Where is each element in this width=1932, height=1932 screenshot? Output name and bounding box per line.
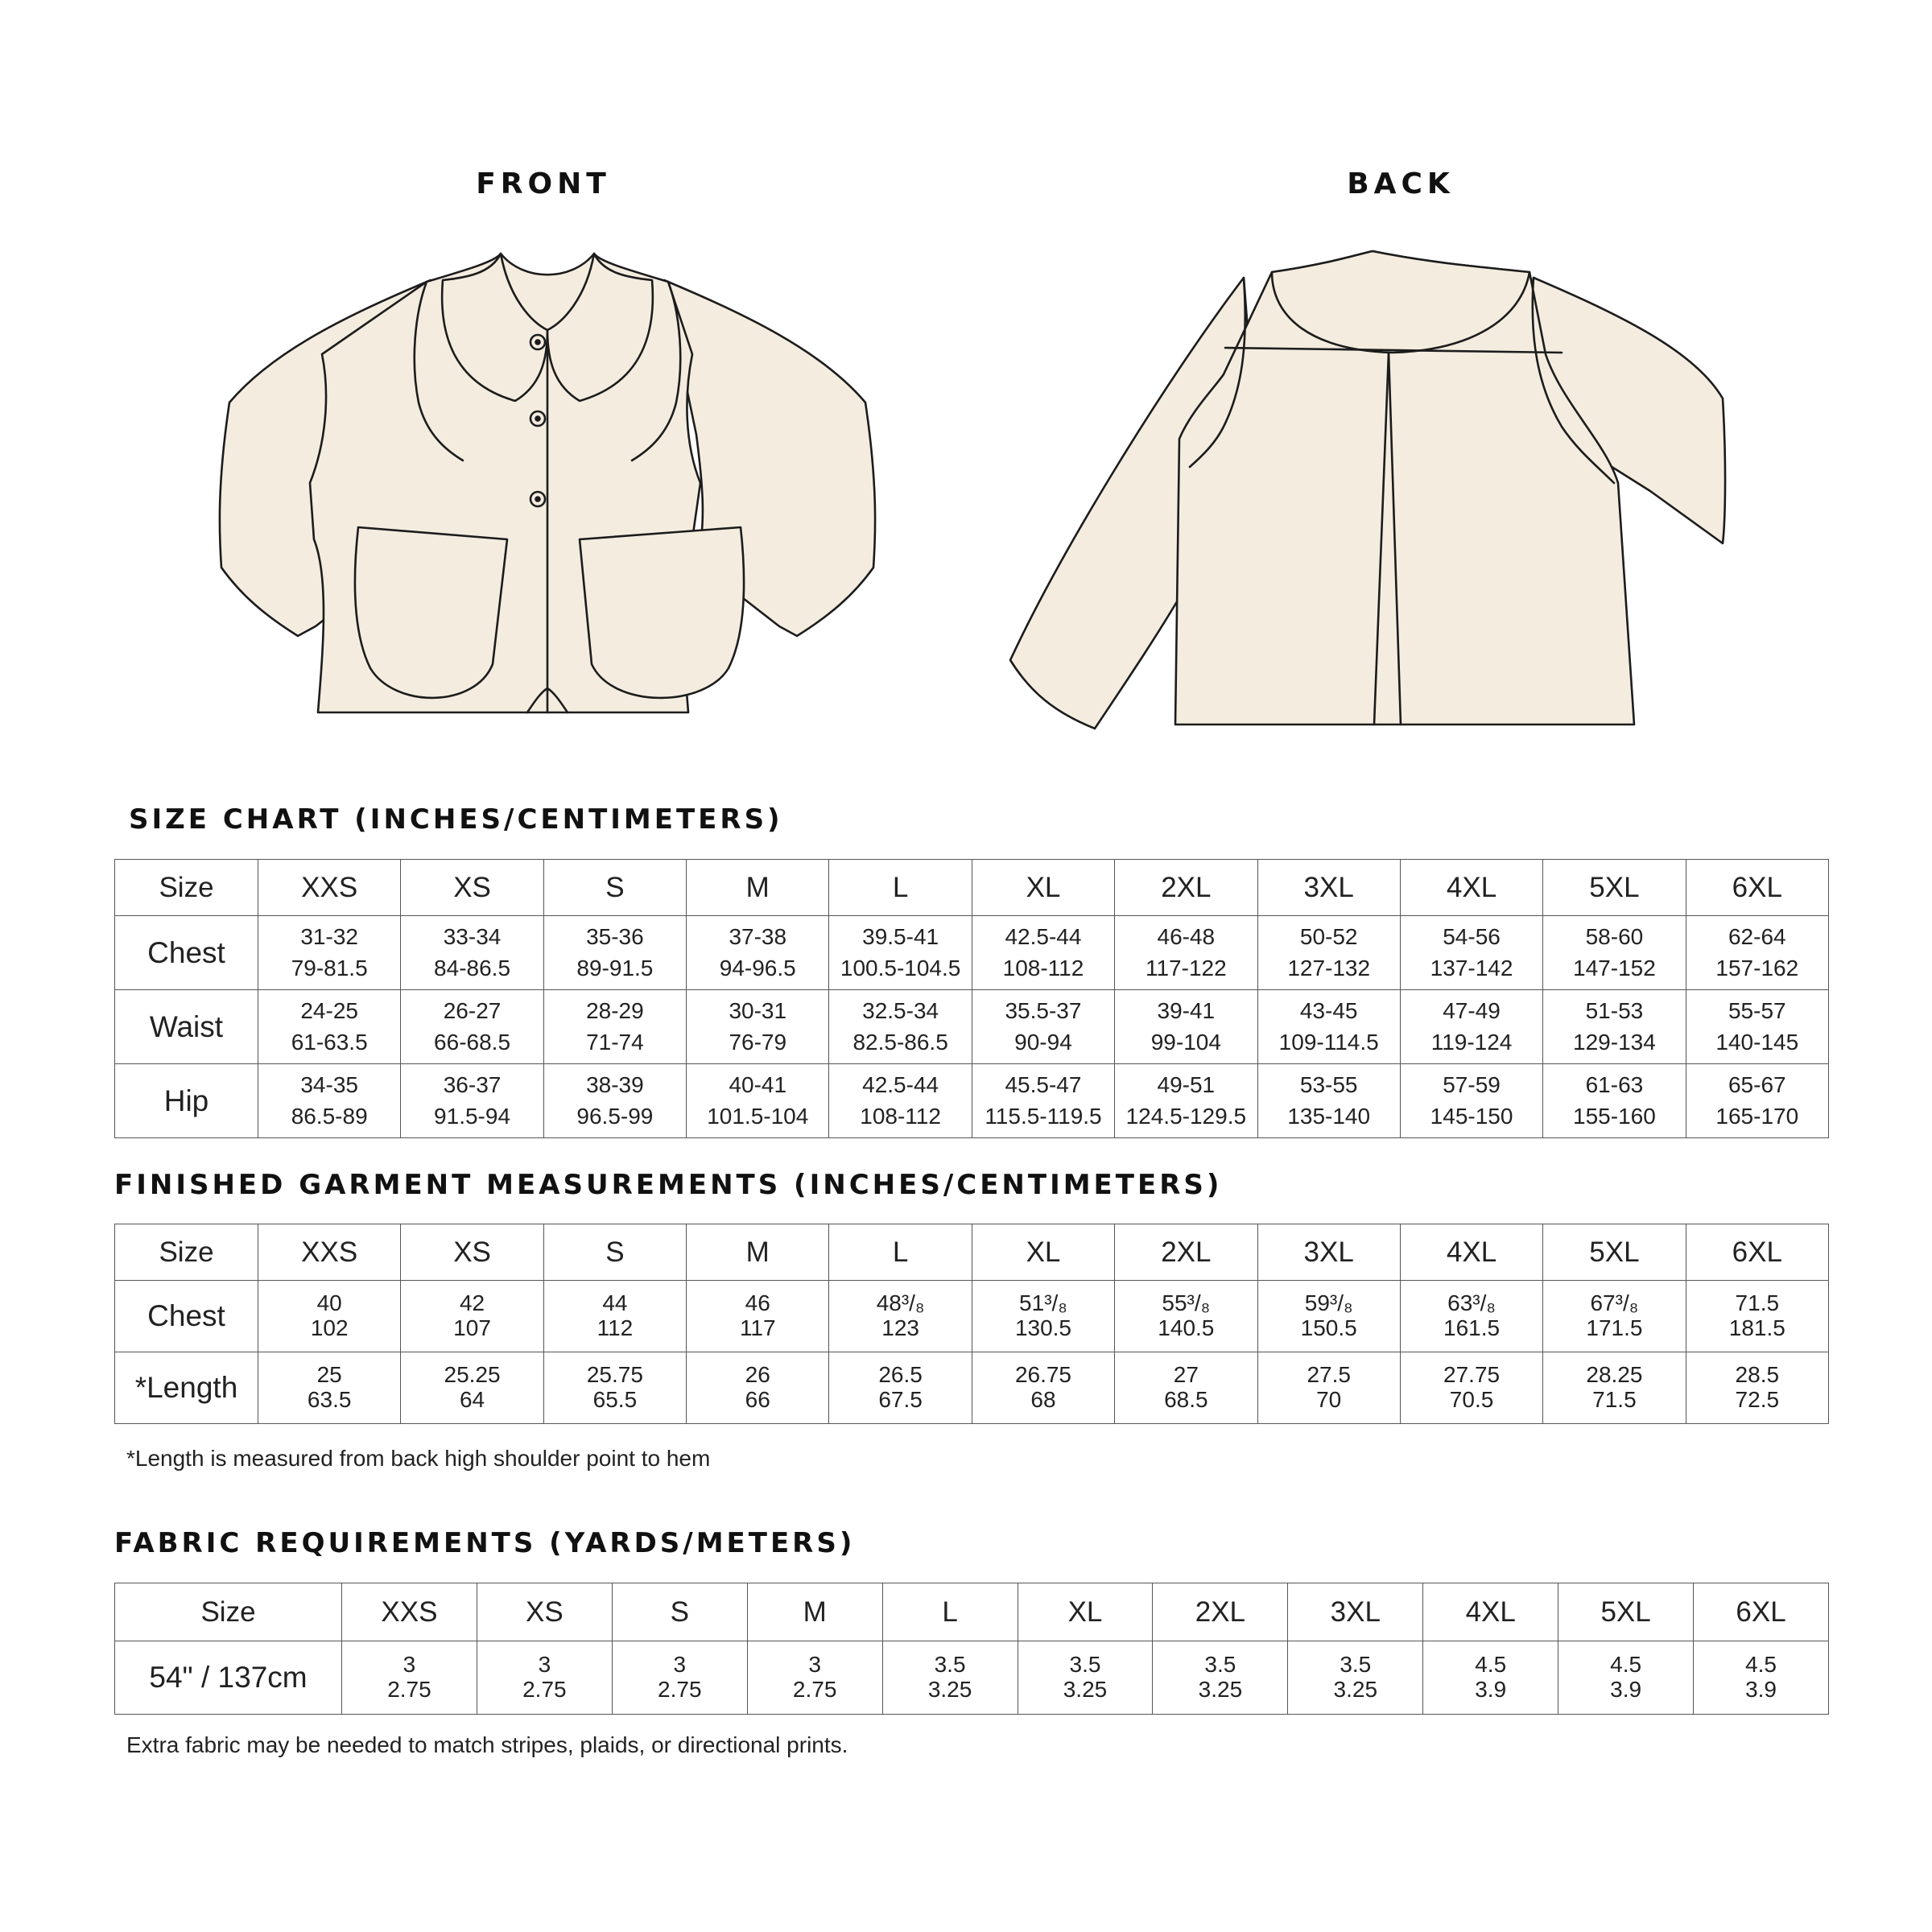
fabric-requirements-table	[114, 1583, 1829, 1715]
back-view-label: BACK	[1347, 167, 1455, 200]
finished-measurements-table	[114, 1224, 1829, 1424]
table-cell: 25.25 64	[401, 1352, 543, 1424]
table-cell: 3.5 3.25	[1288, 1641, 1423, 1715]
size-label: 6XL	[1686, 860, 1828, 916]
size-label: 2XL	[1115, 1224, 1257, 1281]
table-cell: 33-34 84-86.5	[401, 916, 543, 990]
length-footnote: *Length is measured from back high shoulder point to hem	[126, 1446, 711, 1471]
table-cell: 28.5 72.5	[1686, 1352, 1828, 1424]
table-cell: 42 107	[401, 1281, 543, 1352]
table-cell: 36-37 91.5-94	[401, 1064, 543, 1138]
size-chart-table	[114, 859, 1829, 1138]
table-cell: 45.5-47 115.5-119.5	[972, 1064, 1114, 1138]
table-cell: 26.5 67.5	[829, 1352, 972, 1424]
finished-header-row	[115, 1224, 1829, 1281]
row-label: 54" / 137cm	[115, 1641, 342, 1715]
fabric-requirements-title: FABRIC REQUIREMENTS (YARDS/METERS)	[114, 1527, 856, 1559]
size-chart-header-row	[115, 860, 1829, 916]
row-label: Chest	[115, 916, 258, 990]
front-jacket-illustration	[209, 242, 902, 741]
table-cell: 40-41 101.5-104	[687, 1064, 829, 1138]
table-cell: 55³/₈ 140.5	[1115, 1281, 1257, 1352]
size-header-cell: Size	[115, 1224, 258, 1281]
size-label: 3XL	[1288, 1583, 1423, 1641]
row-label: Waist	[115, 990, 258, 1064]
table-cell: 44 112	[543, 1281, 686, 1352]
table-cell: 25 63.5	[258, 1352, 401, 1424]
table-cell: 3.5 3.25	[1153, 1641, 1288, 1715]
table-cell: 55-57 140-145	[1686, 990, 1828, 1064]
size-label: XL	[972, 1224, 1114, 1281]
table-cell: 24-25 61-63.5	[258, 990, 401, 1064]
table-cell: 3 2.75	[612, 1641, 747, 1715]
row-label: *Length	[115, 1352, 258, 1424]
size-label: 2XL	[1115, 860, 1257, 916]
table-cell: 3.5 3.25	[882, 1641, 1018, 1715]
size-header-cell: Size	[115, 860, 258, 916]
size-label: S	[612, 1583, 747, 1641]
table-cell: 42.5-44 108-112	[829, 1064, 972, 1138]
size-label: XL	[1018, 1583, 1153, 1641]
size-label: S	[543, 1224, 686, 1281]
table-cell: 47-49 119-124	[1400, 990, 1542, 1064]
fabric-footnote: Extra fabric may be needed to match stripes, plaids, or directional prints.	[126, 1732, 848, 1757]
table-cell: 31-32 79-81.5	[258, 916, 401, 990]
size-label: XL	[972, 860, 1114, 916]
table-cell: 50-52 127-132	[1257, 916, 1400, 990]
size-label: 4XL	[1400, 860, 1542, 916]
finished-chest-row	[115, 1281, 1829, 1352]
size-label: 3XL	[1257, 860, 1400, 916]
table-cell: 4.5 3.9	[1423, 1641, 1558, 1715]
size-label: XXS	[258, 1224, 401, 1281]
size-label: L	[829, 1224, 972, 1281]
table-cell: 37-38 94-96.5	[687, 916, 829, 990]
size-label: 5XL	[1543, 860, 1686, 916]
back-jacket-illustration	[1006, 242, 1731, 741]
table-cell: 58-60 147-152	[1543, 916, 1686, 990]
table-cell: 26 66	[687, 1352, 829, 1424]
size-label: M	[687, 1224, 829, 1281]
table-cell: 51-53 129-134	[1543, 990, 1686, 1064]
size-label: M	[687, 860, 829, 916]
table-cell: 49-51 124.5-129.5	[1115, 1064, 1257, 1138]
table-cell: 48³/₈ 123	[829, 1281, 972, 1352]
table-cell: 65-67 165-170	[1686, 1064, 1828, 1138]
table-cell: 61-63 155-160	[1543, 1064, 1686, 1138]
table-cell: 35.5-37 90-94	[972, 990, 1114, 1064]
fabric-width-row	[115, 1641, 1829, 1715]
table-cell: 43-45 109-114.5	[1257, 990, 1400, 1064]
table-cell: 34-35 86.5-89	[258, 1064, 401, 1138]
table-cell: 30-31 76-79	[687, 990, 829, 1064]
size-chart-waist-row	[115, 990, 1829, 1064]
table-cell: 3 2.75	[342, 1641, 477, 1715]
size-label: 6XL	[1694, 1583, 1829, 1641]
table-cell: 3.5 3.25	[1018, 1641, 1153, 1715]
size-chart-chest-row	[115, 916, 1829, 990]
finished-measurements-title: FINISHED GARMENT MEASUREMENTS (INCHES/CENTIMETERS)	[114, 1169, 1223, 1201]
row-label: Hip	[115, 1064, 258, 1138]
size-label: XS	[401, 860, 543, 916]
table-cell: 26-27 66-68.5	[401, 990, 543, 1064]
table-cell: 38-39 96.5-99	[543, 1064, 686, 1138]
size-chart-hip-row	[115, 1064, 1829, 1138]
table-cell: 39.5-41 100.5-104.5	[829, 916, 972, 990]
table-cell: 4.5 3.9	[1558, 1641, 1694, 1715]
table-cell: 32.5-34 82.5-86.5	[829, 990, 972, 1064]
table-cell: 28-29 71-74	[543, 990, 686, 1064]
size-label: 2XL	[1153, 1583, 1288, 1641]
size-label: 4XL	[1400, 1224, 1542, 1281]
size-chart-title: SIZE CHART (INCHES/CENTIMETERS)	[129, 803, 783, 836]
table-cell: 54-56 137-142	[1400, 916, 1542, 990]
size-label: 5XL	[1543, 1224, 1686, 1281]
table-cell: 42.5-44 108-112	[972, 916, 1114, 990]
table-cell: 51³/₈ 130.5	[972, 1281, 1114, 1352]
size-header-cell: Size	[115, 1583, 342, 1641]
table-cell: 27.5 70	[1257, 1352, 1400, 1424]
table-cell: 62-64 157-162	[1686, 916, 1828, 990]
table-cell: 27 68.5	[1115, 1352, 1257, 1424]
table-cell: 59³/₈ 150.5	[1257, 1281, 1400, 1352]
table-cell: 4.5 3.9	[1694, 1641, 1829, 1715]
table-cell: 67³/₈ 171.5	[1543, 1281, 1686, 1352]
table-cell: 63³/₈ 161.5	[1400, 1281, 1542, 1352]
fabric-header-row	[115, 1583, 1829, 1641]
size-label: XS	[401, 1224, 543, 1281]
row-label: Chest	[115, 1281, 258, 1352]
size-label: XXS	[342, 1583, 477, 1641]
table-cell: 46 117	[687, 1281, 829, 1352]
table-cell: 46-48 117-122	[1115, 916, 1257, 990]
table-cell: 57-59 145-150	[1400, 1064, 1542, 1138]
table-cell: 3 2.75	[747, 1641, 882, 1715]
table-cell: 40 102	[258, 1281, 401, 1352]
table-cell: 26.75 68	[972, 1352, 1114, 1424]
size-label: 3XL	[1257, 1224, 1400, 1281]
size-label: XS	[477, 1583, 612, 1641]
table-cell: 27.75 70.5	[1400, 1352, 1542, 1424]
table-cell: 28.25 71.5	[1543, 1352, 1686, 1424]
size-label: 5XL	[1558, 1583, 1694, 1641]
finished-length-row	[115, 1352, 1829, 1424]
size-label: M	[747, 1583, 882, 1641]
size-label: 4XL	[1423, 1583, 1558, 1641]
table-cell: 35-36 89-91.5	[543, 916, 686, 990]
size-label: S	[543, 860, 686, 916]
front-view-label: FRONT	[476, 167, 611, 200]
size-label: 6XL	[1686, 1224, 1828, 1281]
table-cell: 39-41 99-104	[1115, 990, 1257, 1064]
table-cell: 71.5 181.5	[1686, 1281, 1828, 1352]
size-label: L	[882, 1583, 1018, 1641]
table-cell: 25.75 65.5	[543, 1352, 686, 1424]
size-label: XXS	[258, 860, 401, 916]
table-cell: 53-55 135-140	[1257, 1064, 1400, 1138]
size-label: L	[829, 860, 972, 916]
table-cell: 3 2.75	[477, 1641, 612, 1715]
